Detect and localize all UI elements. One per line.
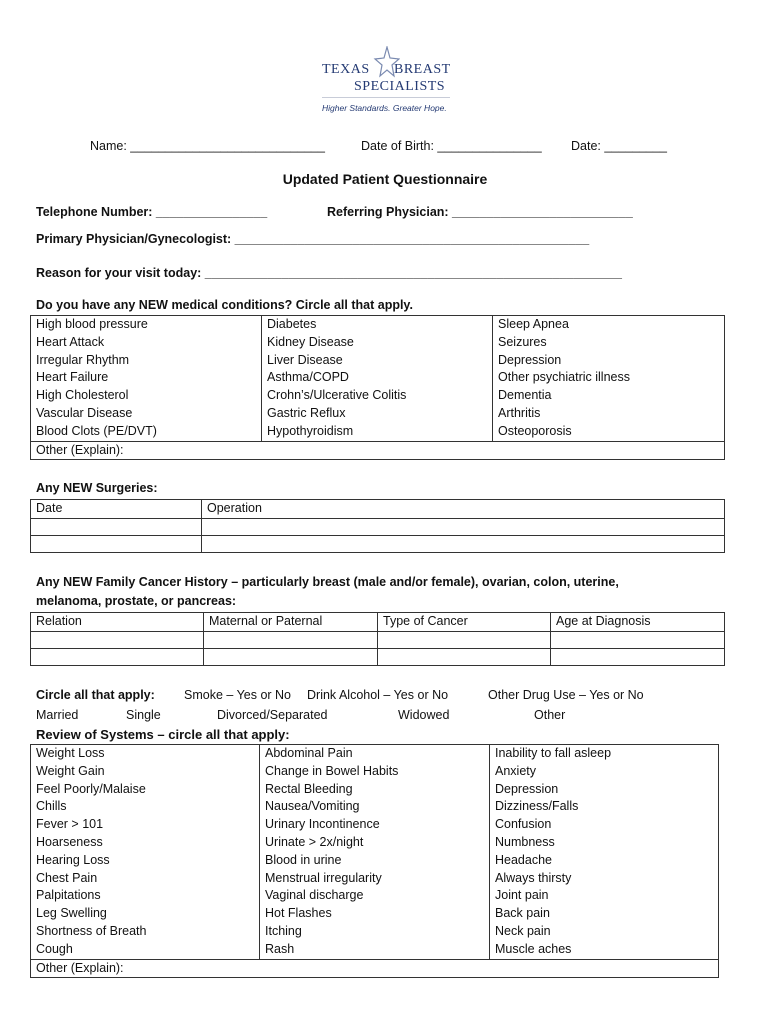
- symptom-item[interactable]: Back pain: [495, 906, 550, 921]
- smoke-option[interactable]: Smoke – Yes or No: [184, 688, 292, 702]
- symptom-item[interactable]: Dizziness/Falls: [495, 799, 579, 814]
- review-heading: Review of Systems – circle all that apply:: [36, 727, 290, 742]
- date-field[interactable]: Date: _________: [571, 139, 667, 153]
- condition-item[interactable]: Asthma/COPD: [267, 370, 349, 385]
- surgeries-table: [30, 499, 725, 553]
- family-history-table: [30, 612, 725, 666]
- alcohol-option[interactable]: Drink Alcohol – Yes or No: [307, 688, 449, 702]
- symptom-item[interactable]: Inability to fall asleep: [495, 746, 612, 760]
- symptom-item[interactable]: Abdominal Pain: [265, 746, 353, 760]
- primary-physician-field[interactable]: Primary Physician/Gynecologist: ___________________________________________________: [36, 232, 590, 246]
- symptom-item[interactable]: Feel Poorly/Malaise: [36, 781, 146, 796]
- family-heading-line2: melanoma, prostate, or pancreas:: [36, 594, 237, 608]
- condition-item[interactable]: High blood pressure: [36, 317, 148, 331]
- condition-item[interactable]: High Cholesterol: [36, 388, 129, 403]
- table-cell[interactable]: [204, 631, 378, 648]
- symptom-item[interactable]: Chest Pain: [36, 870, 98, 885]
- marital-single[interactable]: Single: [126, 708, 161, 722]
- table-cell[interactable]: [378, 631, 551, 648]
- symptom-item[interactable]: Menstrual irregularity: [265, 870, 382, 885]
- marital-other[interactable]: Other: [534, 708, 566, 722]
- symptom-item[interactable]: Rectal Bleeding: [265, 781, 353, 796]
- name-field[interactable]: Name: ____________________________: [90, 139, 325, 153]
- table-cell[interactable]: [204, 648, 378, 665]
- condition-item[interactable]: Seizures: [498, 334, 547, 349]
- family-header-relation: Relation: [31, 613, 204, 632]
- table-cell[interactable]: [202, 518, 725, 535]
- table-cell[interactable]: [31, 648, 204, 665]
- condition-item[interactable]: Kidney Disease: [267, 334, 354, 349]
- symptom-item[interactable]: Hearing Loss: [36, 852, 110, 867]
- logo: [318, 44, 458, 119]
- conditions-col1: [31, 316, 262, 442]
- condition-item[interactable]: Gastric Reflux: [267, 405, 346, 420]
- family-header-side: Maternal or Paternal: [204, 613, 378, 632]
- symptom-item[interactable]: Weight Loss: [36, 746, 105, 760]
- referring-physician-field[interactable]: Referring Physician: __________________________: [327, 205, 633, 219]
- symptom-item[interactable]: Neck pain: [495, 923, 551, 938]
- logo-word-breast: BREAST: [394, 62, 451, 77]
- symptom-item[interactable]: Rash: [265, 941, 295, 956]
- dob-field[interactable]: Date of Birth: _______________: [361, 139, 542, 153]
- symptom-item[interactable]: Fever > 101: [36, 817, 104, 832]
- review-other-row: [31, 959, 719, 978]
- reason-field[interactable]: Reason for your visit today: ____________________________________________________________: [36, 266, 622, 280]
- table-cell[interactable]: [551, 631, 725, 648]
- family-header-type: Type of Cancer: [378, 613, 551, 632]
- symptom-item[interactable]: Confusion: [495, 817, 552, 832]
- condition-item[interactable]: Arthritis: [498, 405, 541, 420]
- symptom-item[interactable]: Palpitations: [36, 888, 101, 903]
- condition-item[interactable]: Diabetes: [267, 317, 317, 331]
- surgeries-header-operation: Operation: [202, 500, 725, 519]
- symptom-item[interactable]: Joint pain: [495, 888, 549, 903]
- symptom-item[interactable]: Itching: [265, 923, 302, 938]
- condition-item[interactable]: Sleep Apnea: [498, 317, 569, 331]
- condition-item[interactable]: Depression: [498, 352, 562, 367]
- condition-item[interactable]: Hypothyroidism: [267, 423, 354, 438]
- table-row: [31, 631, 725, 648]
- symptom-item[interactable]: Cough: [36, 941, 73, 956]
- symptom-item[interactable]: Depression: [495, 781, 559, 796]
- table-row: [31, 535, 725, 552]
- review-col2: [260, 745, 490, 960]
- marital-married[interactable]: Married: [36, 708, 79, 722]
- symptom-item[interactable]: Shortness of Breath: [36, 923, 147, 938]
- symptom-item[interactable]: Hoarseness: [36, 834, 103, 849]
- table-cell[interactable]: [551, 648, 725, 665]
- conditions-other-row: [31, 441, 725, 460]
- logo-word-texas: TEXAS: [322, 62, 370, 77]
- condition-item[interactable]: Vascular Disease: [36, 405, 133, 420]
- marital-widowed[interactable]: Widowed: [398, 708, 450, 722]
- marital-divorced[interactable]: Divorced/Separated: [217, 708, 328, 722]
- symptom-item[interactable]: Muscle aches: [495, 941, 572, 956]
- conditions-other-field[interactable]: Other (Explain):: [36, 442, 124, 457]
- symptom-item[interactable]: Urinate > 2x/night: [265, 834, 364, 849]
- logo-tagline: Higher Standards. Greater Hope.: [322, 103, 447, 113]
- circle-label: Circle all that apply:: [36, 688, 155, 702]
- conditions-heading: Do you have any NEW medical conditions? Circle all that apply.: [36, 298, 413, 312]
- review-of-systems-table: [30, 744, 719, 978]
- surgeries-heading: Any NEW Surgeries:: [36, 481, 158, 495]
- condition-item[interactable]: Heart Attack: [36, 334, 105, 349]
- symptom-item[interactable]: Nausea/Vomiting: [265, 799, 360, 814]
- table-cell[interactable]: [202, 535, 725, 552]
- condition-item[interactable]: Blood Clots (PE/DVT): [36, 423, 157, 438]
- symptom-item[interactable]: Vaginal discharge: [265, 888, 364, 903]
- table-cell[interactable]: [378, 648, 551, 665]
- telephone-field[interactable]: Telephone Number: ________________: [36, 205, 268, 219]
- symptom-item[interactable]: Urinary Incontinence: [265, 817, 380, 832]
- table-header-row: [31, 613, 725, 632]
- page-title: Updated Patient Questionnaire: [282, 171, 488, 187]
- review-other-field[interactable]: Other (Explain):: [36, 960, 124, 975]
- symptom-item[interactable]: Numbness: [495, 834, 555, 849]
- symptom-item[interactable]: Always thirsty: [495, 870, 572, 885]
- family-heading-line1: Any NEW Family Cancer History – particularly breast (male and/or female), ovarian, colon, uterine,: [36, 575, 619, 589]
- symptom-item[interactable]: Anxiety: [495, 763, 536, 778]
- conditions-table: [30, 315, 725, 460]
- conditions-row: [31, 316, 725, 442]
- table-cell[interactable]: [31, 535, 202, 552]
- conditions-col3: [493, 316, 725, 442]
- condition-item[interactable]: Crohn’s/Ulcerative Colitis: [267, 388, 407, 403]
- condition-item[interactable]: Liver Disease: [267, 352, 343, 367]
- conditions-col2: [262, 316, 493, 442]
- symptom-item[interactable]: Weight Gain: [36, 763, 105, 778]
- condition-item[interactable]: Osteoporosis: [498, 423, 572, 438]
- review-col1: [31, 745, 260, 960]
- table-cell[interactable]: [31, 631, 204, 648]
- symptom-item[interactable]: Change in Bowel Habits: [265, 763, 399, 778]
- symptom-item[interactable]: Headache: [495, 852, 552, 867]
- logo-divider: [322, 97, 450, 98]
- review-row: [31, 745, 719, 960]
- condition-item[interactable]: Dementia: [498, 388, 552, 403]
- review-col3: [490, 745, 719, 960]
- logo-word-specialists: SPECIALISTS: [354, 79, 446, 94]
- surgeries-header-date: Date: [31, 500, 202, 519]
- drug-use-option[interactable]: Other Drug Use – Yes or No: [488, 688, 644, 702]
- symptom-item[interactable]: Chills: [36, 799, 67, 814]
- table-row: [31, 518, 725, 535]
- condition-item[interactable]: Other psychiatric illness: [498, 370, 630, 385]
- table-header-row: [31, 500, 725, 519]
- symptom-item[interactable]: Leg Swelling: [36, 906, 107, 921]
- condition-item[interactable]: Irregular Rhythm: [36, 352, 130, 367]
- symptom-item[interactable]: Hot Flashes: [265, 906, 332, 921]
- condition-item[interactable]: Heart Failure: [36, 370, 109, 385]
- table-row: [31, 648, 725, 665]
- table-cell[interactable]: [31, 518, 202, 535]
- symptom-item[interactable]: Blood in urine: [265, 852, 342, 867]
- family-header-age: Age at Diagnosis: [551, 613, 725, 632]
